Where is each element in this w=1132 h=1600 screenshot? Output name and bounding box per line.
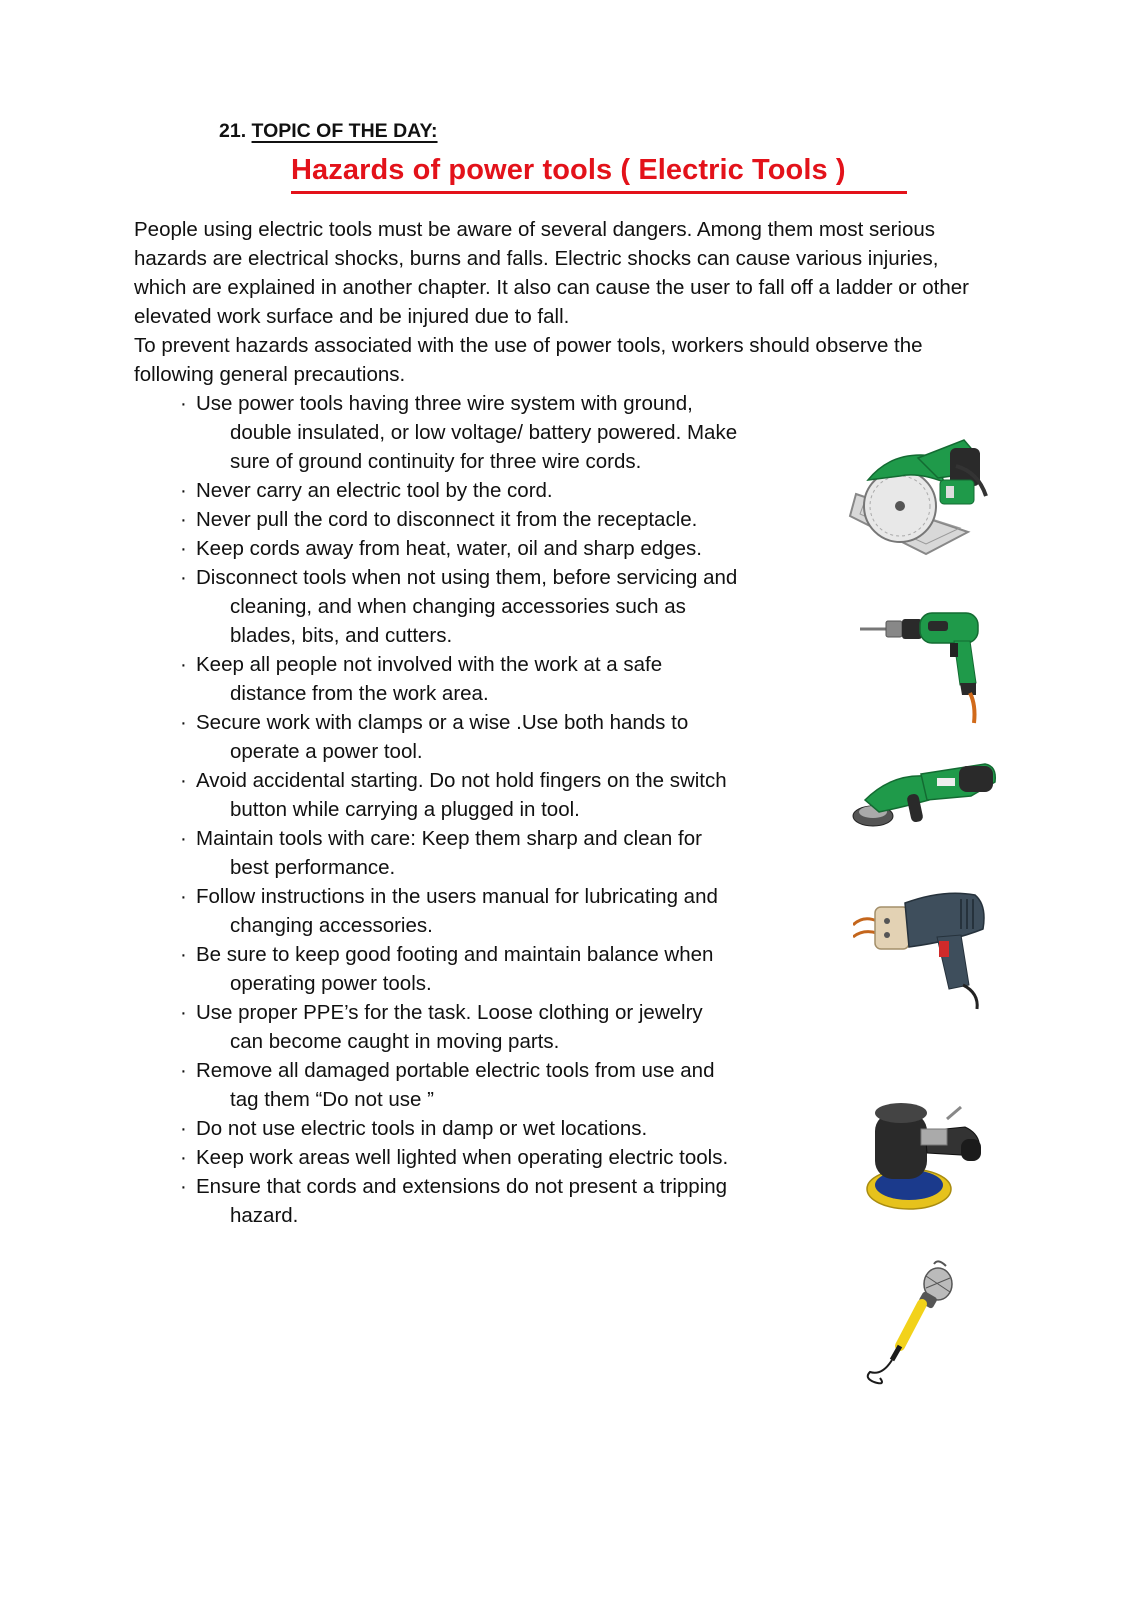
precaution-text: Disconnect tools when not using them, before servicing and cleaning, and when changing accessories such as blades, bits, and cutters.: [196, 566, 738, 647]
bullet-icon: ·: [180, 1059, 187, 1082]
bullet-icon: ·: [180, 392, 187, 415]
bullet-icon: ·: [180, 1117, 187, 1140]
bullet-icon: ·: [180, 566, 187, 589]
work-lamp-icon: [862, 1260, 972, 1395]
intro-text: [134, 215, 984, 389]
precaution-text: Keep all people not involved with the work at a safe distance from the work area.: [196, 653, 663, 705]
bullet-icon: ·: [180, 885, 187, 908]
topic-label: TOPIC OF THE DAY:: [251, 120, 438, 142]
bullet-icon: ·: [180, 711, 187, 734]
precaution-text: Follow instructions in the users manual for lubricating and changing accessories.: [196, 885, 718, 937]
list-item: [180, 534, 740, 563]
topic-heading: [219, 120, 438, 143]
bullet-icon: ·: [180, 479, 187, 502]
intro-paragraph: People using electric tools must be aware of several dangers. Among them most serious hazards are electrical shocks, burns and falls. Electric shocks can cause various injuries, which are explained in another chapter. It also can cause the user to fall off a ladder or other elevated work surface and be injured due to fall.: [134, 218, 969, 328]
list-item: [180, 505, 740, 534]
list-item: [180, 1143, 740, 1172]
list-item: [180, 708, 740, 766]
list-item: [180, 650, 740, 708]
list-item: [180, 1056, 740, 1114]
bullet-icon: ·: [180, 537, 187, 560]
precaution-text: Avoid accidental starting. Do not hold fingers on the switch button while carrying a plugged in tool.: [196, 769, 727, 821]
orbital-sander-icon: [865, 1093, 995, 1228]
bullet-icon: ·: [180, 769, 187, 792]
precaution-text: Ensure that cords and extensions do not present a tripping hazard.: [196, 1175, 728, 1227]
bullet-icon: ·: [180, 1001, 187, 1024]
title-underline: [291, 191, 907, 194]
precaution-text: Never pull the cord to disconnect it from the receptacle.: [196, 508, 698, 531]
page-title: Hazards of power tools ( Electric Tools ): [291, 154, 846, 186]
bullet-icon: ·: [180, 827, 187, 850]
precaution-text: Maintain tools with care: Keep them sharp and clean for best performance.: [196, 827, 702, 879]
precaution-text: Do not use electric tools in damp or wet locations.: [196, 1117, 648, 1140]
list-item: [180, 882, 740, 940]
list-item: [180, 940, 740, 998]
list-item: [180, 389, 740, 476]
precaution-text: Use proper PPE’s for the task. Loose clothing or jewelry can become caught in moving parts.: [196, 1001, 703, 1053]
list-item: [180, 476, 740, 505]
intro-paragraph: To prevent hazards associated with the use of power tools, workers should observe the following general precautions.: [134, 334, 923, 386]
topic-number: 21.: [219, 120, 247, 142]
precaution-text: Secure work with clamps or a wise .Use both hands to operate a power tool.: [196, 711, 689, 763]
bullet-icon: ·: [180, 1175, 187, 1198]
precaution-text: Remove all damaged portable electric tools from use and tag them “Do not use ”: [196, 1059, 715, 1111]
list-item: [180, 766, 740, 824]
precaution-text: Be sure to keep good footing and maintain balance when operating power tools.: [196, 943, 714, 995]
circular-saw-icon: [848, 436, 998, 563]
list-item: [180, 563, 740, 650]
precaution-text: Keep cords away from heat, water, oil and sharp edges.: [196, 537, 702, 560]
list-item: [180, 998, 740, 1056]
angle-grinder-icon: [851, 760, 1001, 845]
heat-gun-icon: [853, 885, 993, 1020]
list-item: [180, 1114, 740, 1143]
precautions-list: [180, 389, 740, 1230]
bullet-icon: ·: [180, 508, 187, 531]
bullet-icon: ·: [180, 943, 187, 966]
precaution-text: Keep work areas well lighted when operating electric tools.: [196, 1146, 729, 1169]
list-item: [180, 824, 740, 882]
bullet-icon: ·: [180, 1146, 187, 1169]
precaution-text: Never carry an electric tool by the cord.: [196, 479, 553, 502]
bullet-icon: ·: [180, 653, 187, 676]
precaution-text: Use power tools having three wire system with ground, double insulated, or low voltage/ battery powered. Make sure of ground continuity for three wire cords.: [196, 392, 738, 473]
power-drill-icon: [858, 605, 998, 730]
list-item: [180, 1172, 740, 1230]
